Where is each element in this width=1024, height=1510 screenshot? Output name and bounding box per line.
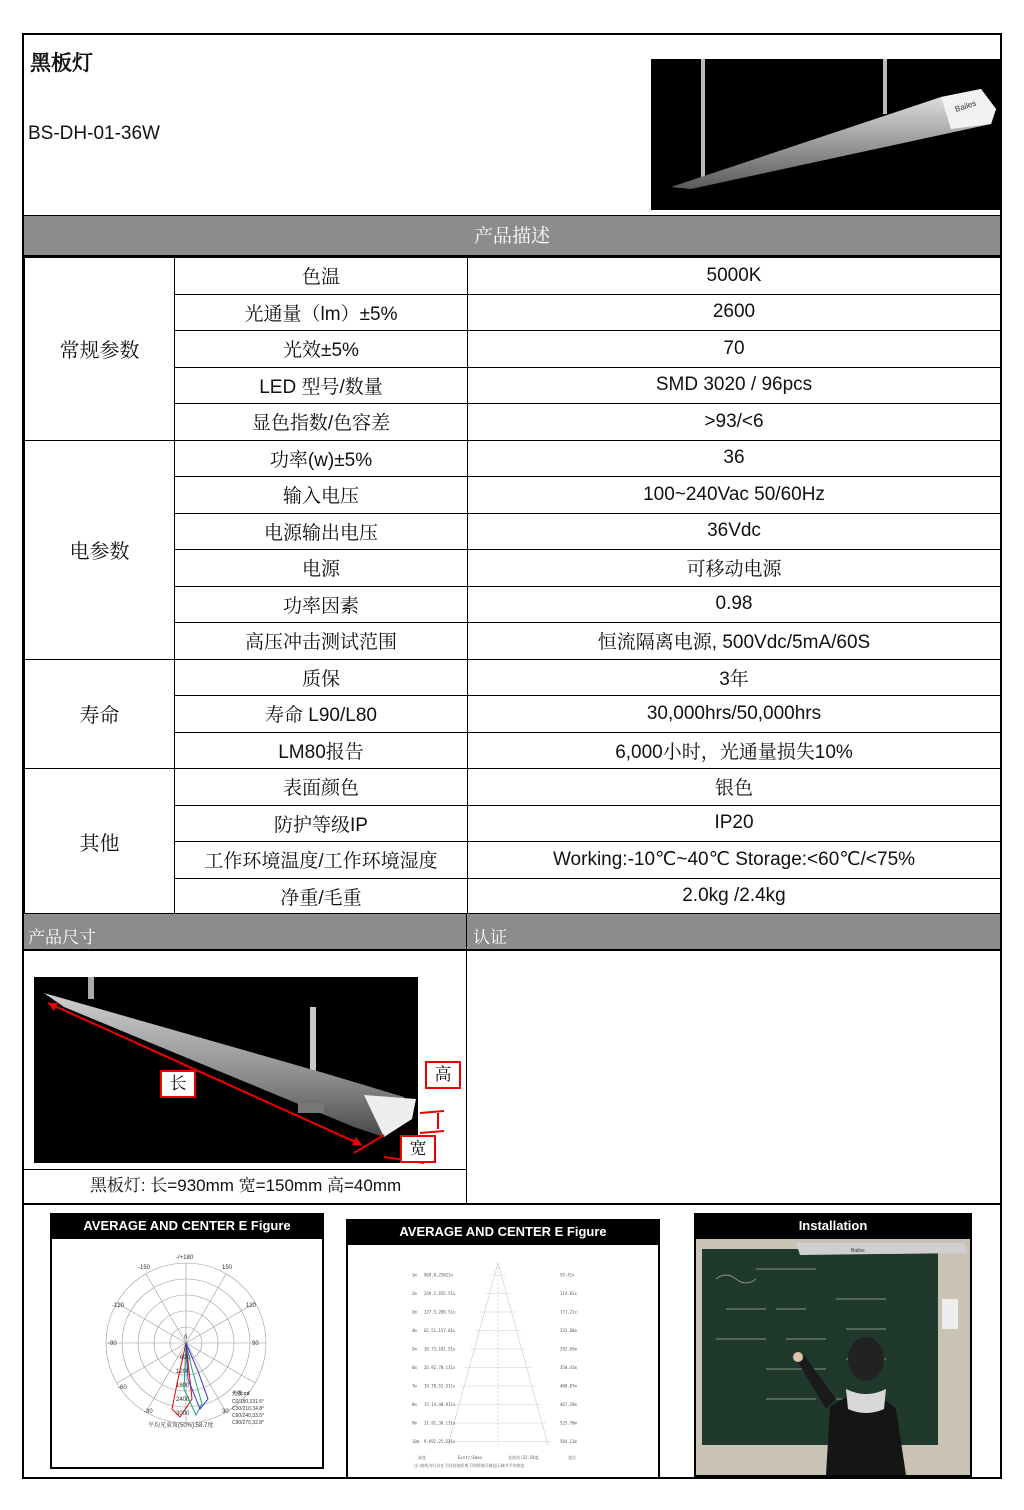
hero-lamp-illustration — [651, 59, 1001, 210]
illum-distance: 1m — [412, 1272, 417, 1278]
illuminance-diagram — [348, 1245, 658, 1477]
illum-distance: 3m — [412, 1309, 417, 1315]
installation-panel — [694, 1213, 972, 1477]
illum-center-value: 11.91,30.111x — [424, 1420, 456, 1426]
spec-value: 5000K — [468, 258, 1001, 295]
spec-label: 光通量（lm）±5% — [175, 294, 468, 331]
illuminance-rows — [412, 1273, 577, 1445]
spec-value: Working:-10℃~40℃ Storage:<60℃/<75% — [468, 842, 1001, 879]
illum-col-beam: 光束角:32.54度 — [508, 1455, 539, 1460]
illum-diameter-value: 59.41x — [560, 1272, 575, 1278]
illuminance-panel-body — [346, 1245, 660, 1479]
polar-legend-c30: C30/210,34.8° — [232, 1406, 265, 1412]
spec-value: 30,000hrs/50,000hrs — [468, 696, 1001, 733]
spec-label: 色温 — [175, 258, 468, 295]
polar-angle-n90: -90 — [108, 1341, 117, 1347]
spec-group-label: 其他 — [25, 769, 175, 915]
spec-value: 6,000小时，光通量损失10% — [468, 732, 1001, 769]
illum-note: 注:曲线为归具在不同投射距离下的照射区域及区域内平均照度 — [414, 1463, 525, 1468]
illum-center-value: 127.5,288.51x — [424, 1309, 456, 1315]
installed-lamp — [796, 1243, 968, 1255]
polar-panel-body — [50, 1239, 324, 1469]
spec-value: SMD 3020 / 96pcs — [468, 367, 1001, 404]
spec-label: 功率(w)±5% — [175, 440, 468, 477]
hero-rod-left — [701, 59, 705, 177]
spec-label: 寿命 L90/L80 — [175, 696, 468, 733]
illum-diameter-value: 350.41m — [560, 1365, 577, 1370]
product-model: BS-DH-01-36W — [28, 123, 160, 144]
polar-angle-n60: -60 — [118, 1385, 127, 1391]
dimension-diagram — [34, 977, 418, 1163]
illuminance-figure-panel — [346, 1219, 660, 1479]
spec-label: 净重/毛重 — [175, 878, 468, 915]
spec-value: 100~240Vac 50/60Hz — [468, 477, 1001, 514]
polar-ring-label-2400: 2400 — [176, 1397, 190, 1403]
dim-rod-mount — [298, 1103, 324, 1113]
illum-distance: 6m — [412, 1365, 417, 1370]
polar-legend-title: 光强:cd — [232, 1391, 250, 1397]
spec-label: 防护等级IP — [175, 805, 468, 842]
spec-label: 表面颜色 — [175, 769, 468, 806]
spec-row — [25, 659, 1001, 696]
teacher-head — [848, 1337, 884, 1381]
illuminance-panel-title: AVERAGE AND CENTER E Figure — [346, 1219, 660, 1245]
spec-group-label: 常规参数 — [25, 258, 175, 441]
polar-legend-c0: C0/180,131.6° — [232, 1399, 265, 1405]
product-title: 黑板灯 — [30, 52, 93, 75]
polar-ring-label-1800: 1800 — [176, 1383, 190, 1389]
dim-rod-left — [88, 977, 94, 999]
installation-panel-title: Installation — [694, 1213, 972, 1239]
illum-diameter-value: 292.65m — [560, 1346, 577, 1352]
spec-value: 36Vdc — [468, 513, 1001, 550]
dim-lamp-body — [44, 993, 412, 1137]
polar-figure-panel — [50, 1213, 324, 1469]
spec-label: 光效±5% — [175, 331, 468, 368]
spec-value: 可移动电源 — [468, 550, 1001, 587]
illum-center-value: 62.51,157.01x — [424, 1328, 456, 1333]
spec-row — [25, 440, 1001, 477]
product-sheet — [22, 33, 1002, 1479]
polar-legend-c60: C60/240,33.5° — [232, 1413, 265, 1419]
section-description-header: 产品描述 — [24, 215, 1000, 257]
polar-angle-n120: -120 — [112, 1303, 125, 1309]
spec-group-label: 寿命 — [25, 659, 175, 769]
illum-distance: 7m — [412, 1383, 417, 1389]
spec-label: 质保 — [175, 659, 468, 696]
illum-distance: 4m — [412, 1328, 417, 1333]
spec-value: 0.98 — [468, 586, 1001, 623]
illum-center-value: 15.14,40.911x — [424, 1402, 456, 1407]
illum-distance: 9m — [412, 1420, 417, 1426]
hero-product-photo — [651, 59, 1001, 210]
polar-angle-0: 0 — [184, 1335, 188, 1341]
illum-center-value: 249.5,655.51x — [424, 1291, 456, 1296]
dimension-diagram-svg — [24, 967, 464, 1167]
installation-photo — [696, 1239, 970, 1475]
illum-distance: 8m — [412, 1402, 417, 1407]
illum-diameter-value: 408.87m — [560, 1383, 577, 1389]
polar-ring-label-3000: 3000 — [176, 1411, 190, 1417]
polar-panel-title: AVERAGE AND CENTER E Figure — [50, 1213, 324, 1239]
spec-label: 显色指数/色容差 — [175, 404, 468, 441]
spec-label: 电源 — [175, 550, 468, 587]
spec-label: LED 型号/数量 — [175, 367, 468, 404]
width-label: 宽 — [400, 1135, 436, 1163]
band-divider — [466, 914, 467, 952]
illum-diameter-value: 114.81x — [560, 1291, 577, 1296]
installed-lamp-logo: Bailes — [851, 1248, 865, 1254]
spec-value: 70 — [468, 331, 1001, 368]
polar-angle-180: -/+180 — [176, 1255, 194, 1261]
illum-diameter-value: 584.11m — [560, 1439, 577, 1444]
spec-row — [25, 258, 1001, 295]
polar-footer: 平均光束角(50%):58.7度 — [148, 1423, 214, 1429]
spec-label: 工作环境温度/工作环境湿度 — [175, 842, 468, 879]
hero-rod-right — [883, 59, 887, 114]
height-ext-line-bottom — [420, 1131, 444, 1133]
wall-switch — [942, 1299, 958, 1329]
teacher-hand — [793, 1352, 803, 1362]
polar-angle-n150: -150 — [138, 1265, 151, 1271]
height-label: 高 — [425, 1061, 461, 1089]
spec-label: 功率因素 — [175, 586, 468, 623]
spec-value: IP20 — [468, 805, 1001, 842]
illum-diameter-value: 171.21x — [560, 1309, 577, 1315]
spec-value: 2.0kg /2.4kg — [468, 878, 1001, 915]
polar-legend-c90: C90/270,32.8° — [232, 1420, 265, 1426]
dimensions-panel — [24, 951, 467, 1203]
spec-label: 输入电压 — [175, 477, 468, 514]
illum-center-value: 969.8,25021x — [424, 1272, 453, 1278]
spec-group-label: 电参数 — [25, 440, 175, 659]
spec-value: 2600 — [468, 294, 1001, 331]
spec-value: 36 — [468, 440, 1001, 477]
illum-col-center: Ecntr/Emax — [458, 1455, 483, 1460]
installation-panel-body — [694, 1239, 972, 1477]
spec-table — [24, 257, 1001, 915]
spec-label: 电源输出电压 — [175, 513, 468, 550]
illum-diameter-value: 525.70m — [560, 1420, 577, 1426]
illum-center-value: 38.73,101.51x — [424, 1346, 456, 1352]
section-dimensions-label: 产品尺寸 — [28, 928, 96, 947]
polar-ring-label-1200: 1200 — [176, 1369, 190, 1375]
illum-col-diameter: 直径 — [568, 1455, 576, 1460]
certification-panel — [467, 951, 1000, 1203]
polar-diagram — [52, 1239, 322, 1467]
dimension-caption: 黑板灯: 长=930mm 宽=150mm 高=40mm — [24, 1169, 467, 1201]
polar-angle-150: 150 — [222, 1265, 233, 1271]
sheet-header — [24, 35, 1000, 215]
spec-value: 银色 — [468, 769, 1001, 806]
section-dims-cert-header — [24, 913, 1000, 951]
polar-ring-label-600: 600 — [180, 1355, 191, 1361]
spec-label: 高压冲击测试范围 — [175, 623, 468, 660]
polar-angle-30: 30 — [222, 1409, 229, 1415]
figures-row — [24, 1203, 1000, 1479]
beam-edge-left — [448, 1263, 498, 1445]
polar-angle-n30: -30 — [144, 1409, 153, 1415]
illum-distance: 10m — [412, 1439, 420, 1444]
polar-angle-120: 120 — [246, 1303, 257, 1309]
illum-diameter-value: 233.66m — [560, 1328, 577, 1333]
hero-lamp-logo: Bailes — [953, 98, 978, 114]
blackboard — [702, 1249, 938, 1445]
beam-edge-right — [498, 1263, 548, 1445]
spec-value: 恒流隔离电源, 500Vdc/5mA/60S — [468, 623, 1001, 660]
spec-table-body — [25, 258, 1001, 915]
spec-value: >93/<6 — [468, 404, 1001, 441]
polar-angle-90: 90 — [252, 1341, 259, 1347]
height-ext-line-top — [420, 1111, 444, 1113]
spec-label: LM80报告 — [175, 732, 468, 769]
illum-center-value: 19.78,52.511x — [424, 1383, 456, 1389]
illum-diameter-value: 467.29m — [560, 1402, 577, 1407]
spec-row — [25, 769, 1001, 806]
spec-value: 3年 — [468, 659, 1001, 696]
length-label: 长 — [160, 1070, 196, 1098]
illum-center-value: 26.92,70.131x — [424, 1365, 456, 1370]
illum-distance: 5m — [412, 1346, 417, 1352]
illum-col-distance: 高度 — [418, 1455, 426, 1460]
section-certification-label: 认证 — [473, 928, 507, 947]
illum-distance: 2m — [412, 1291, 417, 1296]
illum-center-value: 9.692,25.231x — [424, 1439, 456, 1444]
